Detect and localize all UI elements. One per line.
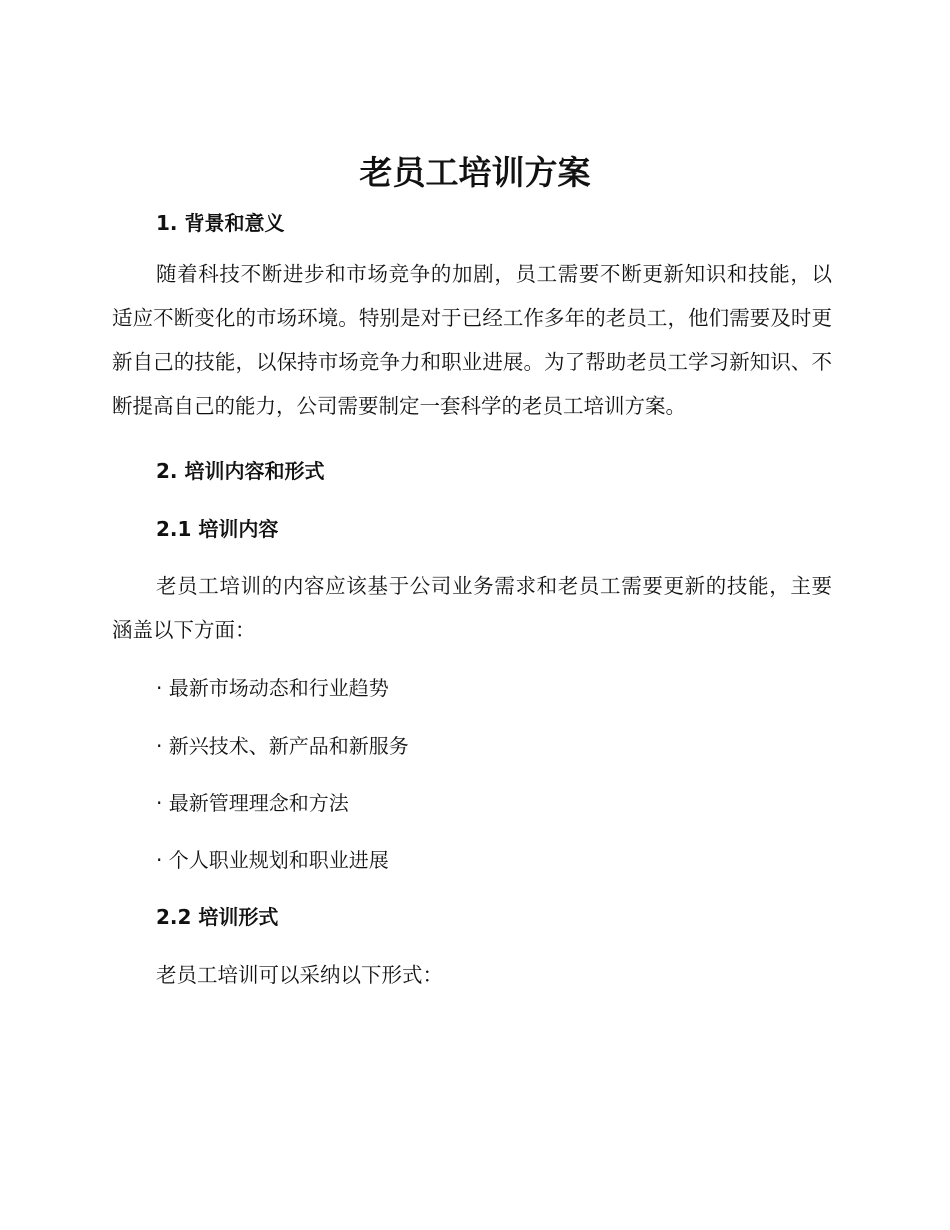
section-2-1-paragraph: 老员工培训的内容应该基于公司业务需求和老员工需要更新的技能，主要涵盖以下方面： <box>112 574 832 642</box>
list-item: · 新兴技术、新产品和新服务 <box>156 734 409 758</box>
section-2-2-paragraph: 老员工培训可以采纳以下形式： <box>156 963 443 987</box>
section-1-paragraph: 随着科技不断进步和市场竞争的加剧，员工需要不断更新知识和技能，以适应不断变化的市场环境。特别是对于已经工作多年的老员工，他们需要及时更新自己的技能，以保持市场竞争力和职业进展。为了帮助老员工学习新知识、不断提高自己的能力，公司需要制定一套科学的老员工培训方案。 <box>112 262 832 418</box>
list-item: · 最新市场动态和行业趋势 <box>156 676 389 700</box>
section-2-heading: 2. 培训内容和形式 <box>156 459 325 483</box>
section-2-1-heading: 2.1 培训内容 <box>156 517 279 541</box>
document-title: 老员工培训方案 <box>359 153 591 192</box>
section-2-2-heading: 2.2 培训形式 <box>156 905 279 929</box>
section-1-heading: 1. 背景和意义 <box>156 211 285 235</box>
list-item: · 最新管理理念和方法 <box>156 791 349 815</box>
list-item: · 个人职业规划和职业进展 <box>156 848 389 872</box>
